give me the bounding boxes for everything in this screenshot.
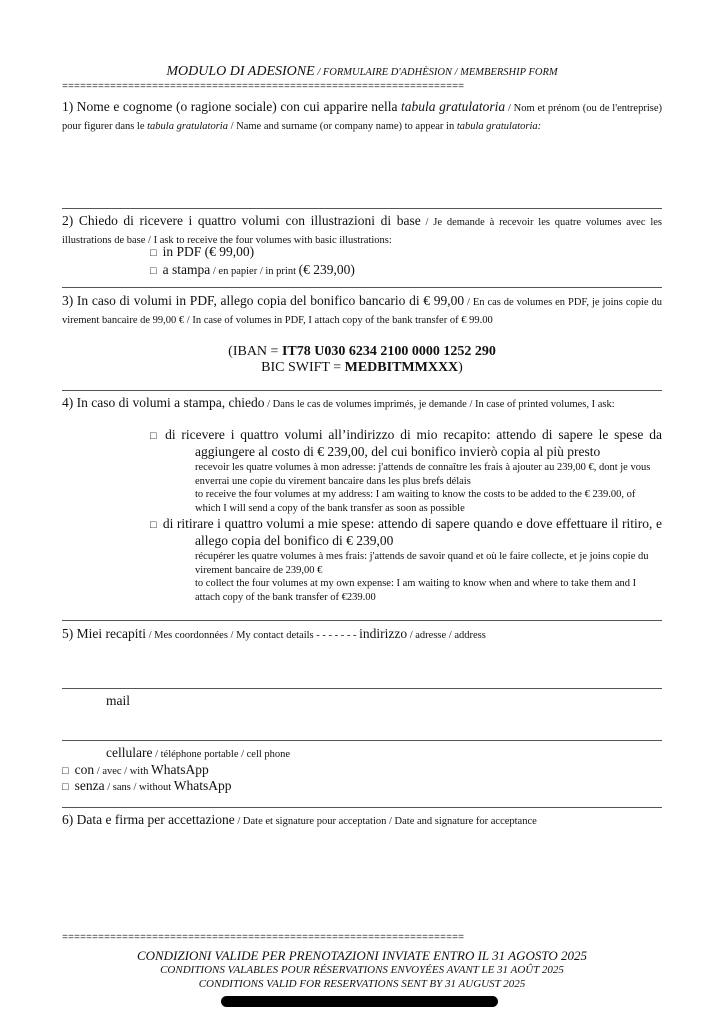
section-5-translation: / Mes coordonnées / My contact details - - - - - - - xyxy=(145,630,360,641)
section-4-translation: / Dans le cas de volumes imprimés, je demande / In case of printed volumes, I ask: xyxy=(264,399,615,410)
option-collect-en: to collect the four volumes at my own expense: I am waiting to know when and where to take them and I attach copy of the bank transfer of €239.00 xyxy=(195,578,637,603)
section-2-divider xyxy=(62,287,662,288)
print-checkbox[interactable]: □ xyxy=(150,265,157,277)
option-print-label: a stampa xyxy=(162,262,211,277)
form-title-main: MODULO DI ADESIONE xyxy=(166,64,315,79)
section-6-translation: / Date et signature pour acceptation / Date and signature for acceptance xyxy=(234,816,537,827)
option-print-translation: / en papier / in print xyxy=(210,266,299,277)
section-3-pdf-payment xyxy=(62,293,662,329)
section-3-divider xyxy=(62,390,662,391)
with-whatsapp-checkbox[interactable]: □ xyxy=(62,765,69,777)
option-pdf-label: in PDF (€ 99,00) xyxy=(162,244,255,259)
section-4-divider xyxy=(62,620,662,621)
mail-label: mail xyxy=(106,693,130,708)
option-receive-at-address[interactable] xyxy=(150,427,662,515)
name-input-line[interactable] xyxy=(62,208,662,209)
home-indicator[interactable] xyxy=(221,996,498,1007)
cell-phone-label xyxy=(106,745,290,761)
swift-prefix: BIC SWIFT = xyxy=(261,360,345,375)
option-collect-label: di ritirare i quattro volumi a mie spese: attendo di sapere quando e dove effettuare il ritiro, e allego copia del bonifico di € 239,00 xyxy=(162,516,662,548)
without-whatsapp-checkbox[interactable]: □ xyxy=(62,781,69,793)
without-whatsapp-label: WhatsApp xyxy=(173,778,232,793)
option-print-price: (€ 239,00) xyxy=(298,262,355,277)
option-receive-en: to receive the four volumes at my address: I am waiting to know the costs to be added to the € 239.00, of which I will send a copy of the bank transfer as soon as possible xyxy=(195,489,636,514)
without-translation: / sans / without xyxy=(104,782,174,793)
swift-suffix: ) xyxy=(458,360,463,375)
section-1-translation-en: / Name and surname (or company name) to appear in xyxy=(227,121,457,132)
section-3-translation: / En cas de volumes en PDF, je joins copie du virement bancaire de 99,00 € / In case of volumes in PDF, I attach copy of the bank transfer of € 99.00 xyxy=(62,297,662,326)
collect-checkbox[interactable]: □ xyxy=(150,519,157,531)
section-1-translation-fr: / Nom et prénom (ou de l'entreprise) pour figurer dans le xyxy=(62,103,662,132)
footer-conditions-en: CONDITIONS VALID FOR RESERVATIONS SENT BY 31 AUGUST 2025 xyxy=(198,978,526,990)
with-label: con xyxy=(74,762,95,777)
section-1-name xyxy=(62,99,662,135)
form-title-translations: / FORMULAIRE D'ADHÈSION / MEMBERSHIP FORM xyxy=(314,67,558,78)
option-receive-fr: recevoir les quatre volumes à mon adresse: j'attends de connaître les frais à ajouter au 239,00 €, dont je vous enverrai une copie du virement bancaire dans les plus brefs délais xyxy=(195,462,651,487)
with-translation: / avec / with xyxy=(94,766,152,777)
option-receive-label: di ricevere i quattro volumi all’indirizzo di mio recapito: attendo di sapere le spese da aggiungere al costo di € 239,00, del cui bonifico invierò copia al più presto xyxy=(165,427,662,459)
section-6-signature xyxy=(62,812,537,828)
section-1-translation-en-italic: tabula gratulatoria: xyxy=(456,121,542,132)
address-translation: / adresse / address xyxy=(407,630,486,641)
option-print[interactable] xyxy=(150,261,355,281)
section-5-divider xyxy=(62,807,662,808)
swift-line xyxy=(62,360,662,376)
section-5-label: 5) Miei recapiti xyxy=(62,626,146,641)
section-1-label: 1) Nome e cognome (o ragione sociale) con cui apparire nella xyxy=(62,99,402,114)
pdf-checkbox[interactable]: □ xyxy=(150,247,157,259)
option-collect[interactable] xyxy=(150,516,662,604)
mail-input-line[interactable] xyxy=(62,740,662,741)
iban-value: IT78 U030 6234 2100 0000 1252 290 xyxy=(281,344,496,359)
address-input-line[interactable] xyxy=(62,688,662,689)
form-title xyxy=(62,64,662,80)
iban-line xyxy=(62,344,662,360)
section-1-translation-fr-italic: tabula gratulatoria xyxy=(147,121,228,132)
section-1-label-italic: tabula gratulatoria xyxy=(401,99,506,114)
footer-conditions-it: CONDIZIONI VALIDE PER PRENOTAZIONI INVIATE ENTRO IL 31 AGOSTO 2025 xyxy=(136,948,588,963)
section-5-contacts xyxy=(62,626,486,642)
without-label: senza xyxy=(74,778,105,793)
address-label: indirizzo xyxy=(359,626,408,641)
cell-label: cellulare xyxy=(106,745,153,760)
swift-value: MEDBITMMXXX xyxy=(344,360,459,375)
section-2-label: 2) Chiedo di ricevere i quattro volumi con illustrazioni di base xyxy=(62,213,421,228)
with-whatsapp-label: WhatsApp xyxy=(151,762,209,777)
section-6-label: 6) Data e firma per accettazione xyxy=(62,812,235,827)
section-4-printed xyxy=(62,395,662,413)
section-2-translation: / Je demande à recevoir les quatre volumes avec les illustrations de base / I ask to receive the four volumes with basic illustrations: xyxy=(62,217,662,246)
bottom-separator: =================================================================== xyxy=(62,934,465,944)
footer-conditions xyxy=(62,948,662,991)
cell-translation: / téléphone portable / cell phone xyxy=(152,749,291,760)
section-4-label: 4) In caso di volumi a stampa, chiedo xyxy=(62,395,265,410)
section-3-label: 3) In caso di volumi in PDF, allego copia del bonifico bancario di € 99,00 xyxy=(62,293,465,308)
iban-prefix: (IBAN = xyxy=(228,344,282,359)
option-with-whatsapp[interactable] xyxy=(62,762,209,778)
receive-checkbox[interactable]: □ xyxy=(150,430,160,442)
footer-conditions-fr: CONDITIONS VALABLES POUR RÉSERVATIONS ENVOYÉES AVANT LE 31 AOÛT 2025 xyxy=(160,964,564,976)
option-without-whatsapp[interactable] xyxy=(62,778,232,794)
option-collect-fr: récupérer les quatre volumes à mes frais: j'attends de savoir quand et où le faire collecte, et je joins copie du virement bancaire de 239,00 € xyxy=(195,551,649,576)
top-separator: =================================================================== xyxy=(62,83,465,93)
option-pdf[interactable] xyxy=(150,243,254,262)
